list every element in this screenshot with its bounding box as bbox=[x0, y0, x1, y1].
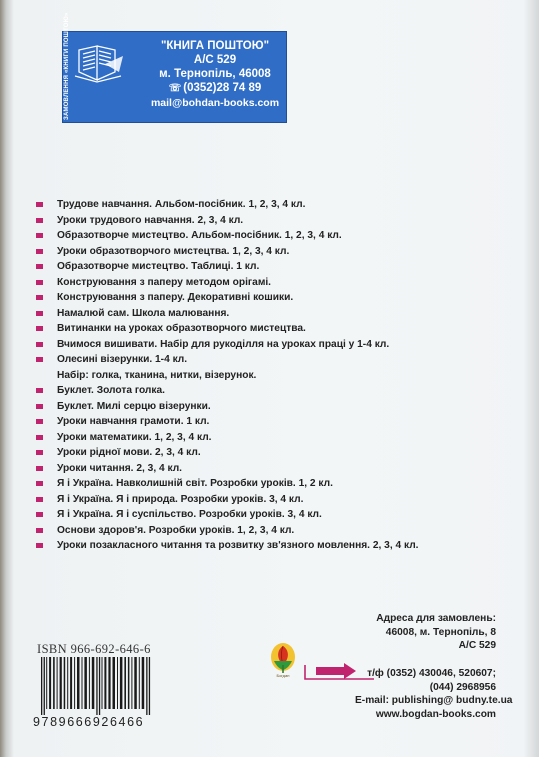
bullet-marker-icon bbox=[36, 481, 43, 486]
barcode-digits: 9789666926466 bbox=[33, 715, 145, 729]
contacts-phone-2: (044) 2968956 bbox=[429, 681, 496, 693]
barcode-bar bbox=[89, 657, 90, 709]
order-address-street: 46008, м. Тернопіль, 8 bbox=[385, 626, 496, 638]
book-title-text: Уроки образотворчого мистецтва. 1, 2, 3, 4 кл. bbox=[57, 245, 290, 257]
bullet-marker-icon bbox=[36, 466, 43, 471]
contacts-website: www.bogdan-books.com bbox=[375, 708, 496, 720]
barcode-bar bbox=[57, 657, 58, 709]
book-title-text: Уроки позакласного читання та розвитку зв'язного мовлення. 2, 3, 4 кл. bbox=[57, 540, 419, 551]
book-title-text: Я і Україна. Навколишній світ. Розробки уроків. 1, 2 кл. bbox=[57, 478, 333, 489]
barcode-bar bbox=[113, 657, 116, 709]
barcode-bar bbox=[104, 657, 106, 709]
bullet-marker-icon bbox=[36, 419, 43, 424]
barcode-bar bbox=[70, 657, 72, 709]
barcode-bar bbox=[96, 657, 97, 715]
barcode-bar bbox=[53, 657, 55, 709]
barcode-bar bbox=[74, 657, 75, 709]
barcode-bar bbox=[64, 657, 65, 709]
barcode-bar bbox=[134, 657, 137, 709]
barcode-bar bbox=[139, 657, 140, 709]
book-title-text: Вчимося вишивати. Набір для рукоділля на уроках праці у 1-4 кл. bbox=[57, 338, 390, 350]
order-address-box: А/С 529 bbox=[458, 640, 496, 651]
isbn-label: ISBN 966-692-646-6 bbox=[37, 642, 151, 656]
bullet-marker-icon bbox=[36, 388, 43, 393]
book-title-text: Буклет. Милі серцю візерунки. bbox=[57, 400, 211, 412]
book-title-text: Буклет. Золота голка. bbox=[57, 385, 165, 396]
phone-icon: ☏ bbox=[168, 83, 182, 94]
bullet-marker-icon bbox=[36, 326, 43, 331]
bullet-marker-icon bbox=[36, 450, 43, 455]
order-address-block bbox=[368, 612, 496, 653]
barcode-bar bbox=[142, 657, 145, 709]
bullet-marker-icon bbox=[36, 357, 43, 362]
bullet-marker-icon bbox=[36, 512, 43, 517]
bullet-marker-icon bbox=[36, 218, 43, 223]
bullet-marker-icon bbox=[36, 497, 43, 502]
stamp-phone: (0352)28 74 89 bbox=[183, 82, 262, 94]
barcode-bar bbox=[92, 657, 95, 709]
barcode-bar bbox=[117, 657, 118, 709]
book-title-text: Намалюй сам. Школа малювання. bbox=[57, 307, 230, 319]
stamp-email: mail@bohdan-books.com bbox=[150, 97, 280, 109]
bullet-marker-icon bbox=[36, 342, 43, 347]
book-title-text: Я і Україна. Я і природа. Розробки уроків. 3, 4 кл. bbox=[57, 493, 304, 505]
book-title-text: Олесині візерунки. 1-4 кл. bbox=[57, 354, 188, 365]
barcode-bar bbox=[99, 657, 100, 715]
bullet-marker-icon bbox=[36, 202, 43, 207]
barcode-bar bbox=[77, 657, 80, 709]
mail-order-stamp bbox=[62, 12, 287, 123]
barcode-bar bbox=[44, 657, 45, 715]
bullet-marker-icon bbox=[36, 435, 43, 440]
barcode-bar bbox=[82, 657, 83, 709]
book-title-text: Уроки рідної мови. 2, 3, 4 кл. bbox=[57, 447, 201, 458]
stamp-vertical-label: ЗАМОВЛЕННЯ «КНИГИ ПОШТОЮ» bbox=[64, 12, 70, 120]
bullet-marker-icon bbox=[36, 233, 43, 238]
stamp-city: м. Тернопіль, 46008 bbox=[159, 68, 271, 80]
contacts-email: E-mail: publishing@ budny.te.ua bbox=[355, 695, 513, 706]
book-title-text: Конструювання з паперу. Декоративні кошики. bbox=[57, 292, 294, 303]
bullet-marker-icon bbox=[36, 264, 43, 269]
contacts-block bbox=[355, 667, 513, 721]
stamp-phone-row bbox=[147, 82, 283, 94]
barcode-bar bbox=[128, 657, 129, 709]
barcode-bar bbox=[102, 657, 103, 709]
bullet-marker-icon bbox=[36, 311, 43, 316]
bullet-marker-icon bbox=[36, 249, 43, 254]
contacts-phone-1: т/ф (0352) 430046, 520607; bbox=[367, 668, 496, 679]
stamp-name: "КНИГА ПОШТОЮ" bbox=[160, 40, 270, 52]
book-title-text: Образотворче мистецтво. Таблиці. 1 кл. bbox=[57, 261, 260, 272]
barcode-bar bbox=[108, 657, 110, 709]
bullet-marker-icon bbox=[36, 280, 43, 285]
barcode-bar bbox=[46, 657, 47, 709]
barcode-bar bbox=[84, 657, 87, 709]
bullet-marker-icon bbox=[36, 295, 43, 300]
barcode-bar bbox=[120, 657, 123, 709]
book-title-text: Уроки читання. 2, 3, 4 кл. bbox=[57, 462, 183, 474]
open-book-icon bbox=[71, 42, 127, 88]
book-title-text: Образотворче мистецтво. Альбом-посібник. 1, 2, 3, 4 кл. bbox=[57, 230, 342, 241]
barcode bbox=[39, 657, 189, 715]
barcode-bar bbox=[41, 657, 42, 715]
barcode-bar bbox=[49, 657, 51, 709]
book-title-text: Набір: голка, тканина, нитки, візерунок. bbox=[57, 369, 257, 381]
stamp-po-box: А/С 529 bbox=[193, 54, 237, 66]
book-title-text: Трудове навчання. Альбом-посібник. 1, 2, 3, 4 кл. bbox=[57, 199, 306, 210]
book-title-text: Витинанки на уроках образотворчого мистецтва. bbox=[57, 323, 306, 334]
barcode-bar bbox=[146, 657, 147, 715]
bullet-marker-icon bbox=[36, 404, 43, 409]
book-title-text: Конструювання з паперу методом орігамі. bbox=[57, 276, 272, 288]
book-title-text: Основи здоров'я. Розробки уроків. 1, 2, 3, 4 кл. bbox=[57, 524, 295, 536]
book-title-text: Уроки трудового навчання. 2, 3, 4 кл. bbox=[57, 214, 244, 226]
logo-caption: Богдан bbox=[276, 673, 290, 678]
bullet-marker-icon bbox=[36, 543, 43, 548]
book-title-text: Я і Україна. Я і суспільство. Розробки уроків. 3, 4 кл. bbox=[57, 509, 322, 520]
book-title-text: Уроки навчання грамоти. 1 кл. bbox=[57, 416, 210, 427]
barcode-bar bbox=[149, 657, 150, 715]
bullet-marker-icon bbox=[36, 528, 43, 533]
barcode-bar bbox=[131, 657, 132, 709]
barcode-bar bbox=[60, 657, 62, 709]
book-title-text: Уроки математики. 1, 2, 3, 4 кл. bbox=[57, 431, 212, 443]
order-address-label: Адреса для замовлень: bbox=[376, 613, 496, 624]
barcode-bar bbox=[124, 657, 126, 709]
barcode-bar bbox=[67, 657, 68, 709]
